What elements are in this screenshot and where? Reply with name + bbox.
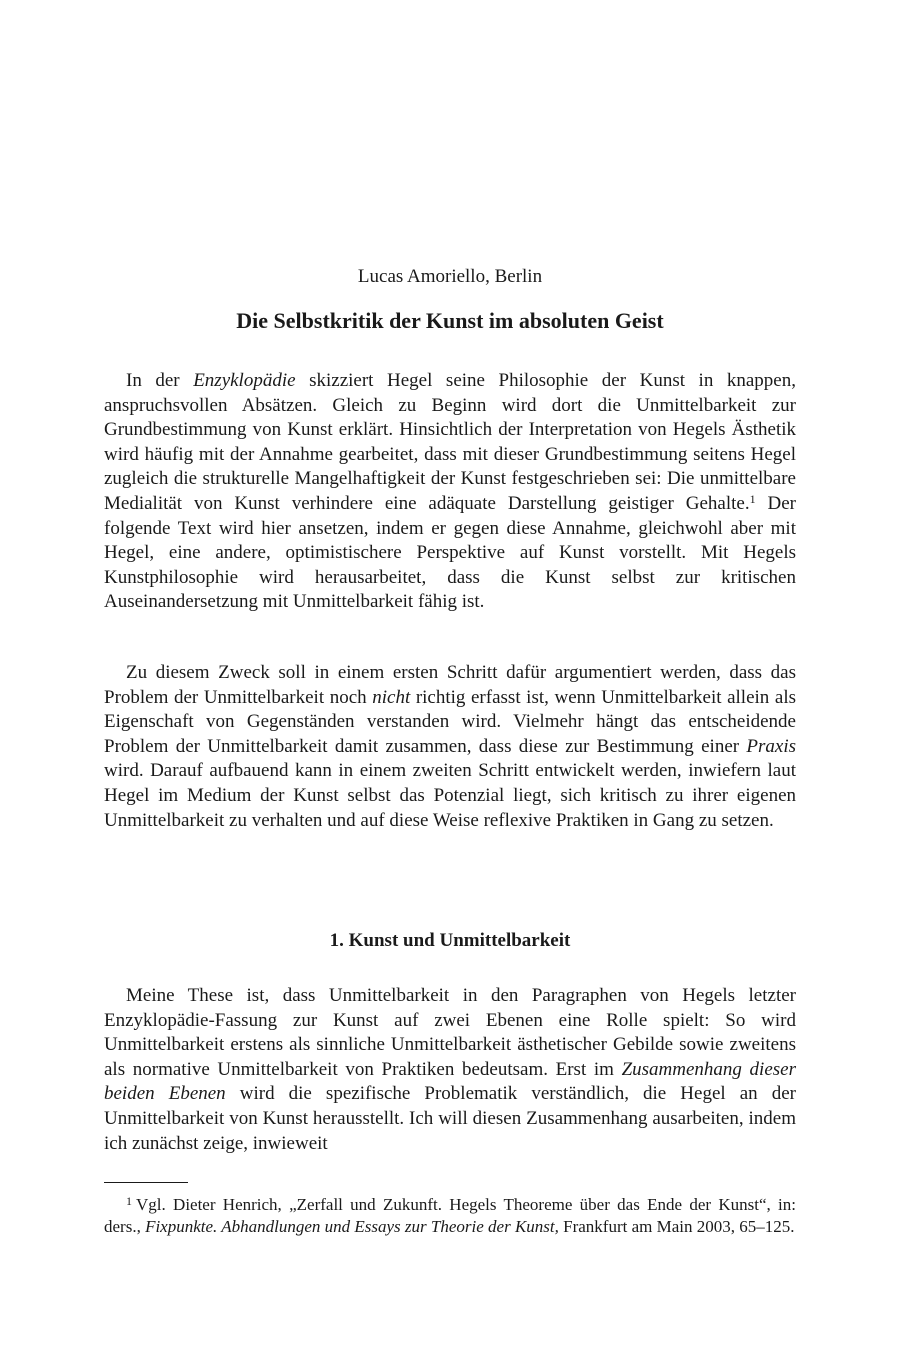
p1-italic-enzyklopaedie: Enzyklopädie (193, 370, 296, 391)
p2-text-1: Zu diesem Zweck soll in einem ersten Schritt dafür argumentiert werden, dass das Problem der Unmittelbarkeit noch (104, 662, 796, 708)
p2-text-2: richtig erfasst ist, wenn Unmittelbarkeit allein als Eigenschaft von Gegenständen verstanden wird. Vielmehr hängt das entscheidende Problem der Unmittelbarkeit damit zusammen, dass diese zur Bestimmung einer (104, 686, 796, 757)
p3-text-2: wird die spezifische Problematik verständlich, die Hegel an der Unmittelbarkeit von Kunst herausstellt. Ich will diesen Zusammenhang ausarbeiten, indem ich zunächst zeige, inwieweit (104, 1083, 796, 1154)
paragraph-1 (104, 369, 796, 615)
paragraph-2 (104, 661, 796, 833)
footnote-italic-fixpunkte: Fixpunkte. Abhandlungen und Essays zur Theorie der Kunst, (145, 1216, 559, 1236)
author-line: Lucas Amoriello, Berlin (357, 266, 543, 287)
footnote-text-1: Vgl. Dieter Henrich, „Zerfall und Zukunft. Hegels Theoreme über das Ende der Kunst“, in: ders., (104, 1195, 796, 1236)
p1-text-middle: skizziert Hegel seine Philosophie der Kunst in knappen, anspruchsvollen Absätzen. Gleich zu Beginn wird dort die Unmittelbarkeit zur Grundbestimmung von Kunst erklärt. Hinsichtlich der Interpretation von Hegels Ästhetik wird häufig mit der Annahme gearbeitet, dass mit dieser Grundbestimmung seitens Hegel zugleich die strukturelle Mangelhaftigkeit der Kunst festgeschrieben sei: Die unmittelbare Medialität von Kunst verhindere eine adäquate Darstellung geistiger Gehalte. (104, 370, 796, 514)
p2-italic-praxis: Praxis (746, 735, 796, 757)
p3-text-1: Meine These ist, dass Unmittelbarkeit in den Paragraphen von Hegels letzter Enzyklopädie-Fassung zur Kunst auf zwei Ebenen eine Rolle spielt: So wird Unmittelbarkeit erstens als sinnliche Unmittelbarkeit ästhetischer Gebilde sowie zweitens als normative Unmittelbarkeit von Praktiken bedeutsam. Erst im (104, 985, 796, 1080)
footnote-ref-1[interactable]: 1 (749, 491, 756, 506)
footnote-divider (104, 1182, 188, 1183)
p1-text-end: Der folgende Text wird hier ansetzen, indem er gegen diese Annahme, gleichwohl aber mit Hegel, eine andere, optimistischere Perspektive auf Kunst vorstellt. Mit Hegels Kunstphilosophie wird herausarbeitet, dass die Kunst selbst zur kritischen Auseinandersetzung mit Unmittelbarkeit fähig ist. (104, 492, 796, 613)
p3-italic-zusammenhang: Zusammenhang dieser beiden Ebenen (104, 1058, 796, 1105)
footnote-number: 1 (126, 1194, 132, 1208)
article-title: Die Selbstkritik der Kunst im absoluten Geist (236, 308, 664, 333)
footnote-1 (104, 1194, 796, 1237)
p2-text-3: wird. Darauf aufbauend kann in einem zweiten Schritt entwickelt werden, inwiefern laut Hegel im Medium der Kunst selbst das Potenzial liegt, sich kritisch zu ihrer eigenen Unmittelbarkeit zu verhalten und auf diese Weise reflexive Praktiken in Gang zu setzen. (104, 760, 796, 831)
section-heading-1: 1. Kunst und Unmittelbarkeit (329, 930, 571, 951)
p2-italic-nicht: nicht (372, 686, 411, 708)
paragraph-3 (104, 984, 796, 1156)
footnote-text-2: Frankfurt am Main 2003, 65–125. (558, 1216, 795, 1236)
p1-text-start: In der (126, 370, 194, 391)
